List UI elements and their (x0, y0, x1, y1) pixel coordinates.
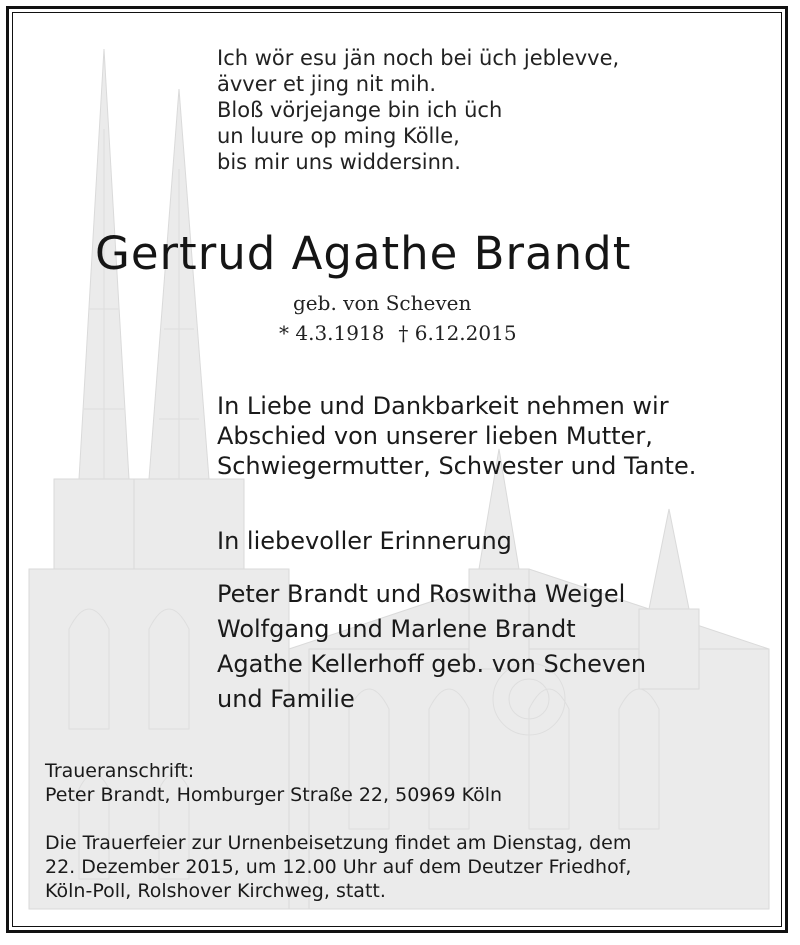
mourning-address (45, 759, 502, 807)
family-member: Peter Brandt und Roswitha Weigel (217, 580, 626, 608)
family-member: Wolfgang und Marlene Brandt (217, 615, 576, 643)
ceremony-line: 22. Dezember 2015, um 12.00 Uhr auf dem Deutzer Friedhof, (45, 856, 632, 878)
poem-line: ävver et jing nit mih. (217, 72, 437, 96)
family-member: und Familie (217, 685, 355, 713)
family-list (217, 577, 646, 717)
thanks-line: Schwiegermutter, Schwester und Tante. (217, 452, 697, 480)
ceremony-line: Köln-Poll, Rolshover Kirchweg, statt. (45, 880, 386, 902)
poem-line: bis mir uns widdersinn. (217, 150, 461, 174)
birth-date: * 4.3.1918 (279, 321, 385, 345)
poem-line: Bloß vörjejange bin ich üch (217, 98, 503, 122)
thanks-text (217, 391, 696, 481)
obituary-frame (6, 6, 788, 933)
address-label: Traueranschrift: (45, 760, 195, 782)
family-member: Agathe Kellerhoff geb. von Scheven (217, 650, 647, 678)
address-value: Peter Brandt, Homburger Straße 22, 50969 Köln (45, 784, 503, 806)
ceremony-info (45, 831, 631, 903)
life-dates (279, 321, 517, 345)
ceremony-line: Die Trauerfeier zur Urnenbeisetzung findet am Dienstag, dem (45, 832, 632, 854)
deceased-name: Gertrud Agathe Brandt (95, 227, 632, 280)
poem-line: un luure op ming Kölle, (217, 124, 460, 148)
memory-heading: In liebevoller Erinnerung (217, 527, 512, 555)
thanks-line: In Liebe und Dankbarkeit nehmen wir (217, 392, 669, 420)
death-date: † 6.12.2015 (398, 321, 517, 345)
birth-name: geb. von Scheven (293, 291, 472, 315)
thanks-line: Abschied von unserer lieben Mutter, (217, 422, 653, 450)
poem (217, 45, 619, 175)
poem-line: Ich wör esu jän noch bei üch jeblevve, (217, 46, 620, 70)
